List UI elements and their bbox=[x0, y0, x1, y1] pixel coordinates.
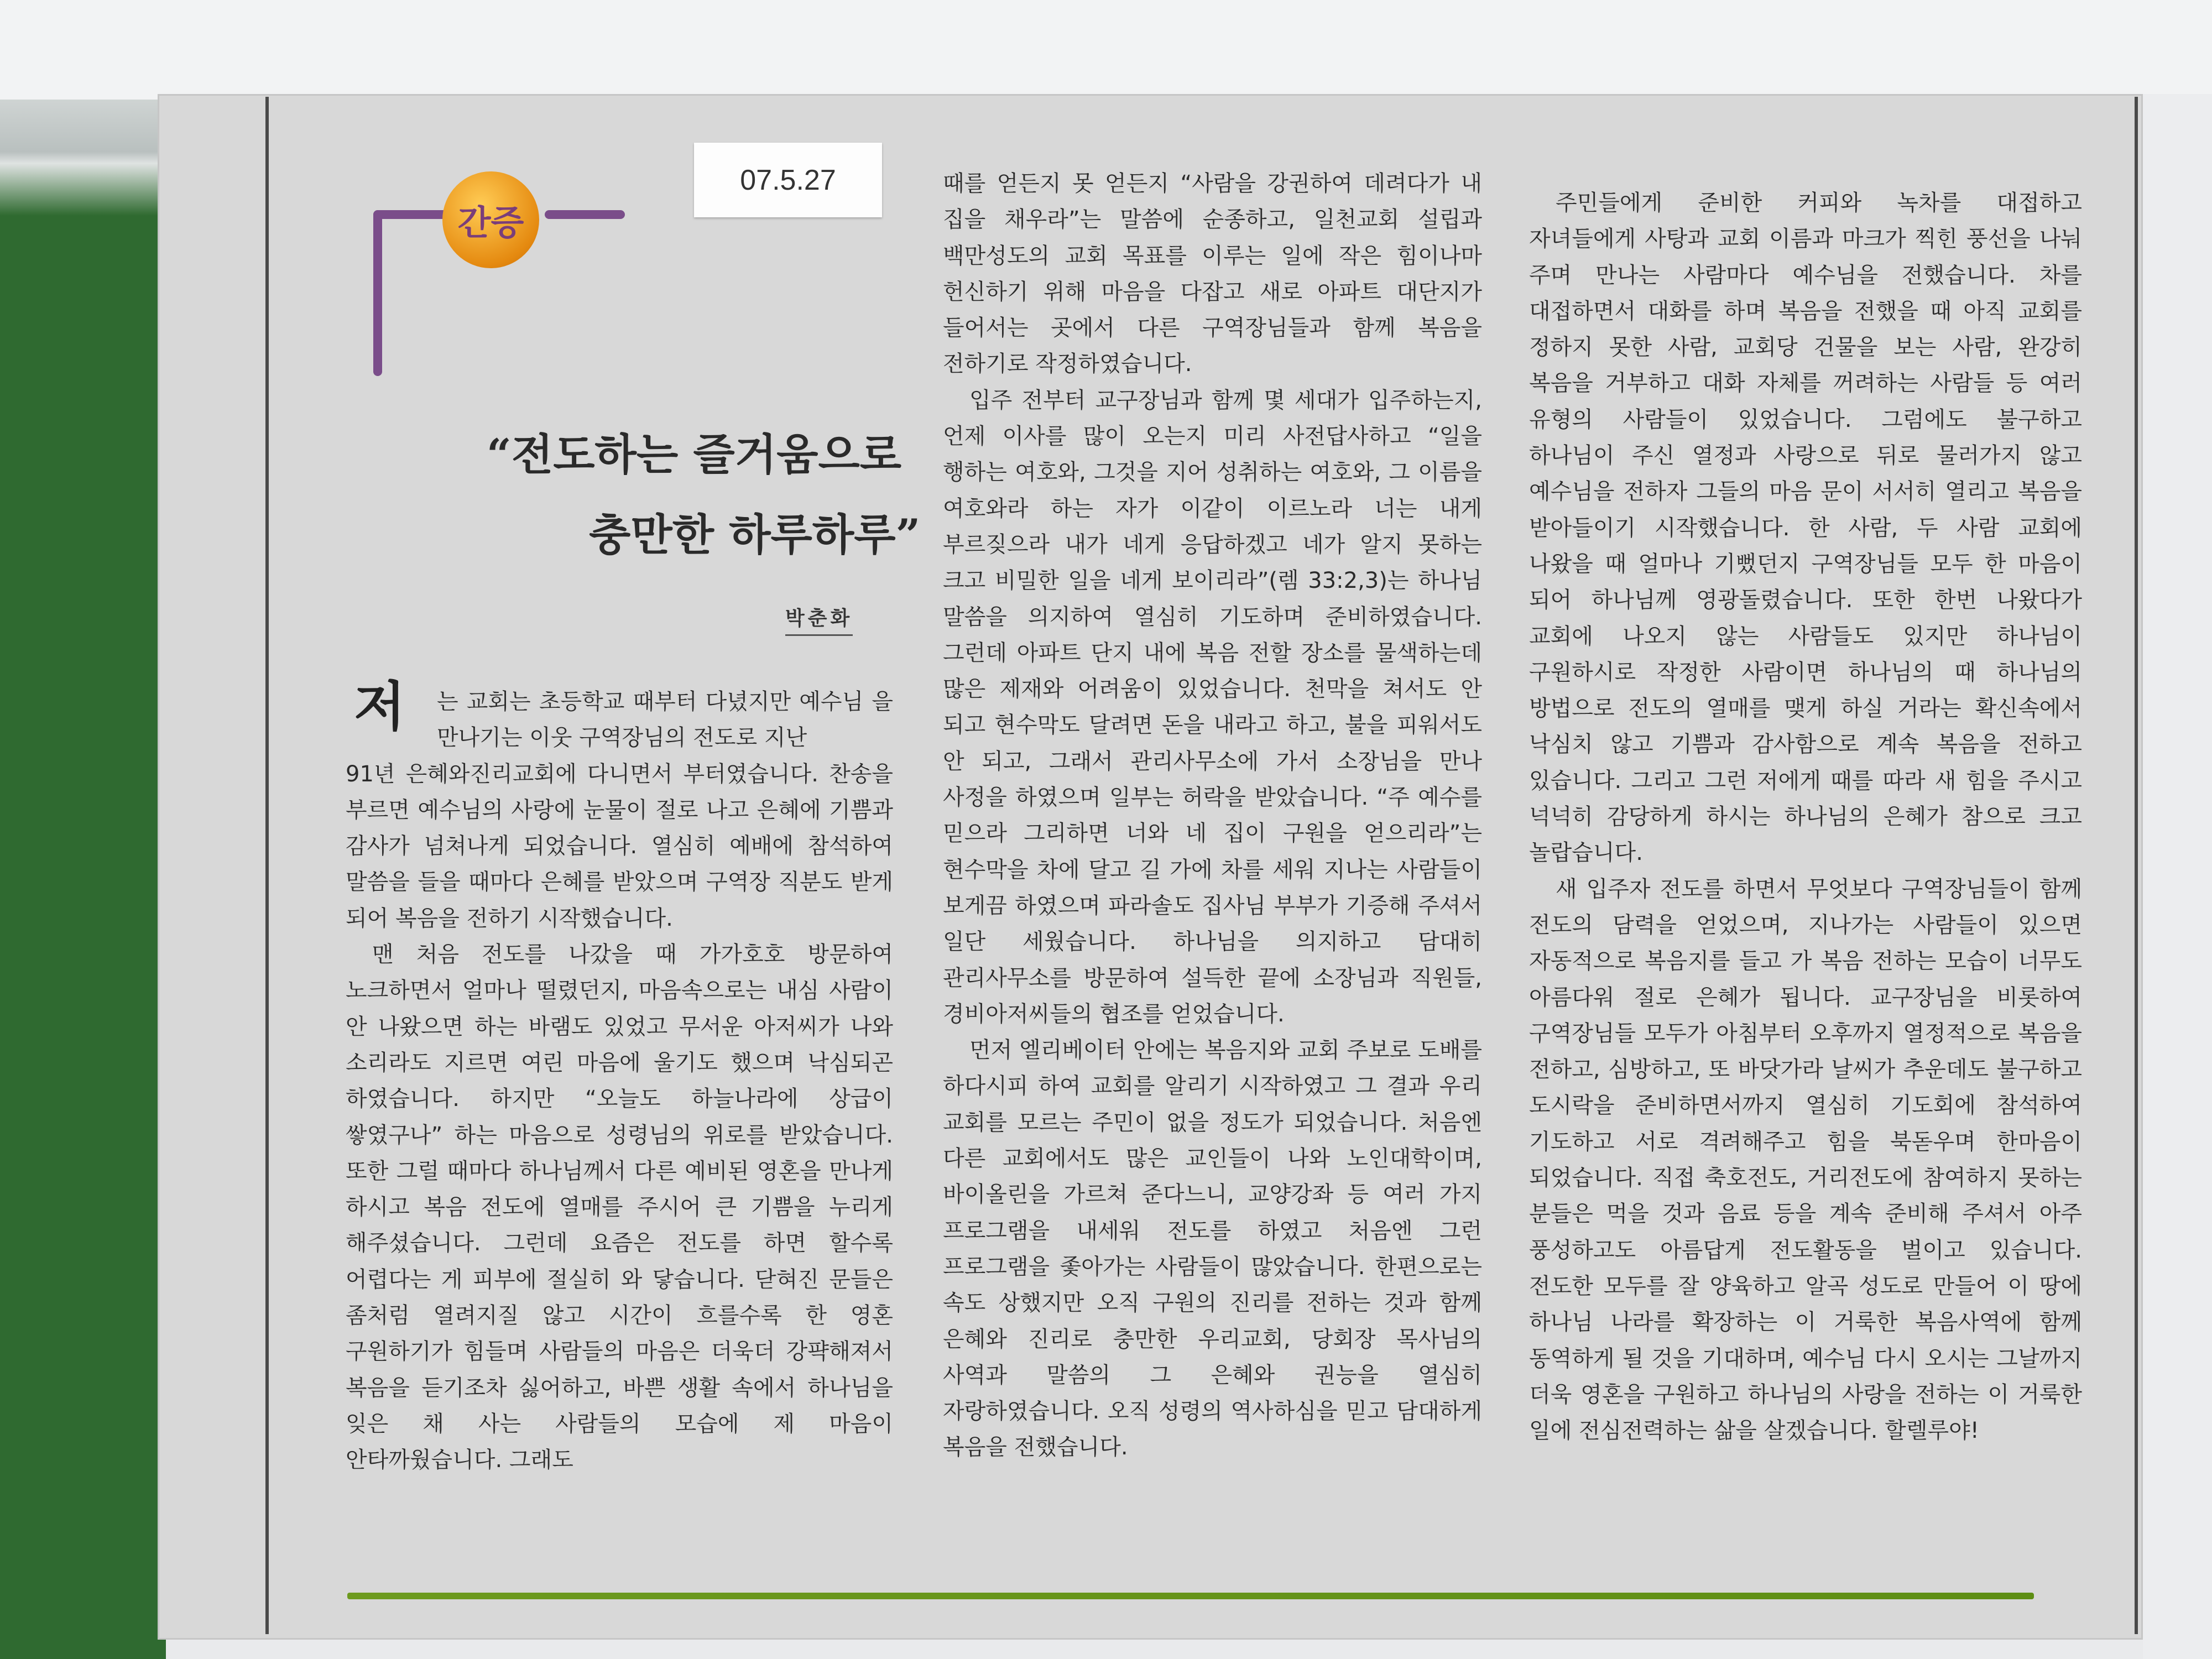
column2-paragraph-2: 입주 전부터 교구장님과 함께 몇 세대가 입주하는지, 언제 이사를 많이 오는지 미리 사전답사하고 “일을 행하는 여호와, 그것을 지어 성취하는 여호와, 그 이름을 여호와라 하는 자가 이같이 이르노라 너는 내게 부르짖으라 내가 네게 응답하겠고 네가 알지 못하는 크고 비밀한 일을 네게 보이리라”(렘 33:2,3)는 하나님 말씀을 의지하여 열심히 기도하며 준비하였습니다. 그런데 아파트 단지 내에 복음 전할 장소를 물색하는데 많은 제재와 어려움이 있었습니다. 천막을 쳐서도 안 되고 현수막도 달려면 돈을 내라고 하고, 불을 피워서도 안 되고, 그래서 관리사무소에 가서 소장님을 만나 사정을 하였으며 일부는 허락을 받았습니다. “주 예수를 믿으라 그리하면 너와 네 집이 구원을 얻으리라”는 현수막을 차에 달고 길 가에 차를 세워 지나는 사람들이 보게끔 하였으며 파라솔도 집사님 부부가 기증해 주셔서 일단 세웠습니다. 하나님을 의지하고 담대히 관리사무소를 방문하여 설득한 끝에 소장님과 직원들, 경비아저씨들의 협조를 얻었습니다. bbox=[943, 387, 1482, 1027]
right-border-line bbox=[2135, 97, 2138, 1634]
column1-paragraph-1-rest: 91년 은혜와진리교회에 다니면서 부터였습니다. 찬송을 부르면 예수님의 사랑에 눈물이 절로 나고 은혜에 기쁨과 감사가 넘쳐나게 되었습니다. 열심히 예배에 참석하여 말씀을 들을 때마다 은혜를 받았으며 구역장 직분도 받게 되어 복음을 전하기 시작했습니다. bbox=[346, 761, 893, 931]
article-title-line2: 충만한 하루하루” bbox=[589, 510, 921, 560]
wall-top bbox=[0, 0, 2212, 100]
column3-paragraph-1: 주민들에게 준비한 커피와 녹차를 대접하고 자녀들에게 사탕과 교회 이름과 마크가 찍힌 풍선을 나눠 주며 만나는 사람마다 예수님을 전했습니다. 차를 대접하면서 대화를 하며 복음을 전했을 때 아직 교회를 정하지 못한 사람, 교회당 건물을 보는 사람, 완강히 복음을 거부하고 대화 자체를 꺼려하는 사람들 등 여러 유형의 사람들이 있었습니다. 그럼에도 불구하고 하나님이 주신 열정과 사랑으로 뒤로 물러가지 않고 예수님을 전하자 그들의 마음 문이 서서히 열리고 복음을 받아들이기 시작했습니다. 한 사람, 두 사람 교회에 나왔을 때 얼마나 기뻤던지 구역장님들 모두 한 마음이 되어 하나님께 영광돌렸습니다. 또한 한번 나왔다가 교회에 나오지 않는 사람들도 있지만 하나님이 구원하시로 작정한 사람이면 하나님의 때 하나님의 방법으로 전도의 열매를 맺게 하실 거라는 확신속에서 낙심치 않고 기쁨과 감사함으로 계속 복음을 전하고 있습니다. 그리고 그런 저에게 때를 따라 새 힘을 주시고 넉넉히 감당하게 하시는 하나님의 은혜가 참으로 크고 놀랍습니다. bbox=[1529, 190, 2082, 866]
article-title-line1: “전도하는 즐거움으로 bbox=[487, 430, 902, 480]
section-badge: 간증 bbox=[442, 171, 539, 268]
bottom-green-rule bbox=[347, 1593, 2034, 1599]
article-column-1 bbox=[346, 684, 893, 1479]
left-border-line bbox=[265, 97, 269, 1634]
column1-paragraph-1 bbox=[346, 684, 893, 937]
bracket-decoration-vertical bbox=[373, 210, 382, 376]
bracket-decoration-right bbox=[545, 210, 625, 219]
drop-cap: 저 bbox=[354, 675, 405, 738]
column3-paragraph-2: 새 입주자 전도를 하면서 무엇보다 구역장님들이 함께 전도의 담력을 얻었으며, 지나가는 사람들이 있으면 자동적으로 복음지를 들고 가 복음 전하는 모습이 너무도 아름다워 절로 은혜가 됩니다. 교구장님을 비롯하여 구역장님들 모두가 아침부터 오후까지 열정적으로 복음을 전하고, 심방하고, 또 바닷가라 날씨가 추운데도 불구하고 도시락을 준비하면서까지 열심히 기도회에 참석하여 기도하고 서로 격려해주고 힘을 북돋우며 한마음이 되었습니다. 직접 축호전도, 거리전도에 참여하지 못하는 분들은 먹을 것과 음료 등을 계속 준비해 주셔서 아주 풍성하고도 아름답게 전도활동을 벌이고 있습니다. 전도한 모두를 잘 양육하고 알곡 성도로 만들어 이 땅에 하나님 나라를 확장하는 이 거룩한 복음사역에 함께 동역하게 될 것을 기대하며, 예수님 다시 오시는 그날까지 더욱 영혼을 구원하고 하나님의 사랑을 전하는 이 거룩한 일에 전심전력하는 삶을 살겠습니다. 할렐루야! bbox=[1529, 876, 2082, 1444]
date-label: 07.5.27 bbox=[694, 143, 882, 217]
author-name: 박춘화 bbox=[785, 603, 853, 636]
column2-paragraph-1: 때를 얻든지 못 얻든지 “사람을 강권하여 데려다가 내 집을 채우라”는 말씀에 순종하고, 일천교회 설립과 백만성도의 교회 목표를 이루는 일에 작은 힘이나마 헌신하기 위해 마음을 다잡고 새로 아파트 대단지가 들어서는 곳에서 다른 구역장님들과 함께 복음을 전하기로 작정하였습니다. bbox=[943, 171, 1482, 377]
green-board bbox=[0, 216, 166, 1659]
article-column-2 bbox=[943, 166, 1482, 1466]
column1-first-lines: 는 교회는 초등학교 때부터 다녔지만 예수님 을 만나기는 이웃 구역장님의 전도로 지난 bbox=[437, 689, 893, 751]
column2-paragraph-3: 먼저 엘리베이터 안에는 복음지와 교회 주보로 도배를 하다시피 하여 교회를 알리기 시작하였고 그 결과 우리 교회를 모르는 주민이 없을 정도가 되었습니다. 처음엔 다른 교회에서도 많은 교인들이 나와 노인대학이며, 바이올린을 가르쳐 준다느니, 교양강좌 등 여러 가지 프로그램을 내세워 전도를 하였고 처음엔 그런 프로그램을 좇아가는 사람들이 많았습니다. 한편으로는 속도 상했지만 오직 구원의 진리를 전하는 것과 함께 은혜와 진리로 충만한 우리교회, 당회장 목사님의 사역과 말씀의 그 은혜와 권능을 열심히 자랑하였습니다. 오직 성령의 역사하심을 믿고 담대하게 복음을 전했습니다. bbox=[943, 1037, 1482, 1460]
window-blind bbox=[0, 100, 166, 216]
wall-right bbox=[2143, 94, 2212, 1659]
column1-paragraph-2: 맨 처음 전도를 나갔을 때 가가호호 방문하여 노크하면서 얼마나 떨렸던지, 마음속으로는 내심 사람이 안 나왔으면 하는 바램도 있었고 무서운 아저씨가 나와 소리라도 지르면 여린 마음에 울기도 했으며 낙심되곤 하였습니다. 하지만 “오늘도 하늘나라에 상급이 쌓였구나” 하는 마음으로 성령님의 위로를 받았습니다. 또한 그럴 때마다 하나님께서 다른 예비된 영혼을 만나게 하시고 복음 전도에 열매를 주시어 큰 기쁨을 누리게 해주셨습니다. 그런데 요즘은 전도를 하면 할수록 어렵다는 게 피부에 절실히 와 닿습니다. 닫혀진 문들은 좀처럼 열려지질 않고 시간이 흐를수록 한 영혼 구원하기가 힘들며 사람들의 마음은 더욱더 강퍅해져서 복음을 듣기조차 싫어하고, 바쁜 생활 속에서 하나님을 잊은 채 사는 사람들의 모습에 제 마음이 안타까웠습니다. 그래도 bbox=[346, 942, 893, 1473]
article-column-3 bbox=[1529, 185, 2082, 1449]
